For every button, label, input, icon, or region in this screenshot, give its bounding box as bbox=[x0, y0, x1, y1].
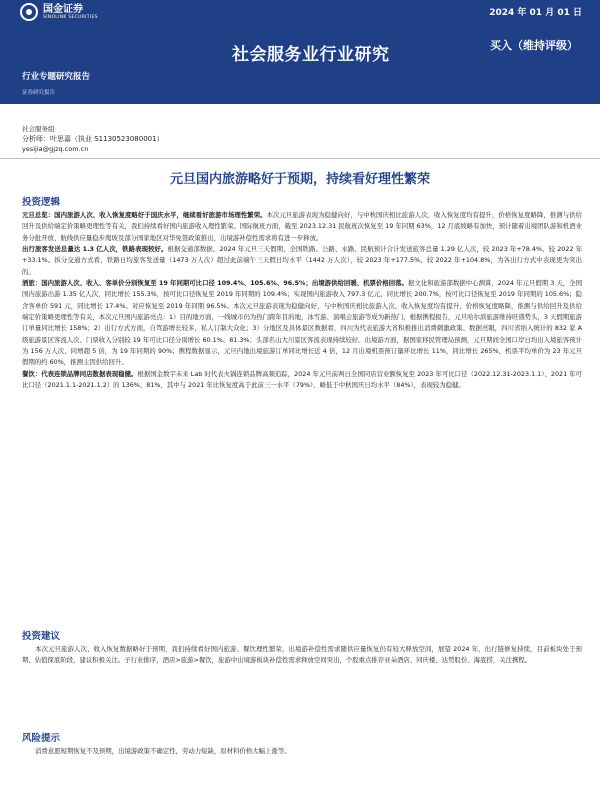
section-heading-logic: 投资逻辑 bbox=[22, 197, 61, 208]
section-heading-risk: 风险提示 bbox=[22, 733, 61, 744]
paragraph-body: 根据交通部数据，2024 年元旦三天假期，全国铁路、公路、水路、民航预计合计发送旅客总量 1.29 亿人次，较 2023 年+78.4%、较 2022 年+33.1%。拆分交通方式看，铁路日均旅客发送量（1473 万人次）超过此前端午三天假日均水平（1442 万人次），较 2023 年+177.5%、较 2022 年+104.8%，为各出行方式中表现更为突出的。 bbox=[22, 245, 582, 276]
report-category: 证券研究报告 bbox=[22, 90, 56, 96]
paragraph-catering bbox=[22, 369, 582, 392]
investment-advice-section bbox=[22, 628, 582, 667]
logo-name-cn: 国金证券 bbox=[43, 3, 83, 15]
analyst-email[interactable]: yesijia@gjzq.com.cn bbox=[22, 145, 89, 153]
rating-badge: 买入（维持评级） bbox=[490, 39, 578, 52]
logo-name-en: SINOLINK SECURITIES bbox=[43, 14, 98, 20]
paragraph-advice: 本次元旦旅游人次、收入恢复数据略好于预期，我们持续看好国内旅游、餐饮理性繁荣，出境游补偿性需求随供应量恢复仍有较大释放空间，展望 2024 年，出行链修复持续，目前板块处于预期、估值探底阶段，建议积极关注。子行业排序，酒店>旅游>餐饮，旅游中出境游板块补偿性需求释放空间突出，个股重点推荐亚朵酒店、同庆楼、达势股份、海底捞，关注携程。 bbox=[22, 645, 582, 665]
analyst-info bbox=[22, 124, 164, 154]
paragraph-lead: 出行旅客发送总量达 1.3 亿人次，铁路表现较好。 bbox=[22, 245, 168, 254]
investment-logic-section bbox=[22, 194, 582, 392]
report-type: 行业专题研究报告 bbox=[22, 72, 91, 82]
paragraph-lead: 餐饮：代表连锁品牌同店数据表现稳健。 bbox=[22, 369, 138, 378]
risk-section bbox=[22, 730, 582, 757]
paragraph-body: 本次元旦旅游表现为稳健向好，与中秋国庆相比旅游人次、收入恢复度均有提升，价格恢复度略降，推测与供给回升及供给端定价策略更理性等有关，我们持续看好国内旅游收入理性繁荣。国际航班方面，截至 2023.12.31 民航班次恢复至 19 年同期 63%，12 月底坡略有加快，预计随着出境团队游和机酒业务分批开放、航线供应量稳步爬坡及部分国家地区对华免签政策推出，出境游补偿性需求将有进一步释放。 bbox=[22, 211, 583, 242]
paragraph-body: 据文化和旅游部数据中心测算，2024 年元旦假期 3 天，全国国内旅游出游 1.35 亿人次，同比增长 155.3%，按可比口径恢复至 2019 年同期的 109.4%；实现国内旅游收入 797.3 亿元，同比增长 200.7%，按可比口径恢复至 2019 年同期的 105.6%；隐含客单价 591 元，同比增长 17.4%。对应恢复至 2019 年同期 96.5%。本次元旦旅游表现为稳健向好，与中秋国庆相比旅游人次、收入恢复度均有提升，价格恢复度略降，推测与供给回升及供给端定价策略更理性等有关，本次元旦国内旅游亮点：1）目的地方面，一线城市仍为热门跨年目的地，冰雪游、演唱会旅游等成为新热门，根据携程报告，元旦哈尔滨旅游维持旺盛势头，3 天假期旅游订单量同比增长 158%；2）出行方式方面，自驾游增长较多，私人订制大众化；3）分地区及具体景区数据看，四川为代表旅游大省积极推出消费刺激政策、数据亮眼，四川省纳入统计的 832 家 A 级旅游景区客流人次、门票收入分别较 19 年可比口径分别增长 60.1%、81.3%；头部名山大川景区客流表现持续较好。出境游方面，据国家移民管理局预测，元旦期间全国口岸日均出入境旅客预计为 156 万人次，同增超 5 倍，为 19 年同期的 90%；携程数据显示，元旦内地出境旅游订单同比增长近 4 倍，12 月出境机票预订量环比增长 11%，同比增长 265%，机票平均单价为 23 年元旦假期的约 60%，推测主因供给回升。 bbox=[22, 279, 582, 367]
paragraph-hotel-travel bbox=[22, 278, 582, 369]
report-header-banner bbox=[0, 0, 600, 104]
report-date: 2024 年 01 月 01 日 bbox=[489, 8, 582, 18]
company-logo bbox=[20, 3, 98, 21]
analyst-group: 社会服务组 bbox=[22, 125, 55, 133]
logo-circle-icon bbox=[20, 3, 38, 21]
paragraph-lead: 酒旅：国内旅游人次、收入、客单价分别恢复至 19 年同期可比口径 109.4%、105.6%、96.5%；出境游供给回暖、机票价格回落。 bbox=[22, 279, 409, 288]
paragraph-body: 根据国金数字未来 Lab 时代表火锅连锁品牌高频追踪，2024 年元旦前两日全国同店营业额恢复至 2023 年可比口径（2022.12.31-2023.1.1）、2021 年可比口径（2021.1.1-2021.1.2）的 136%、81%，其中与 2021 年比恢复度高于此前三一水平（79%）、略低于中秋国庆日均水平（84%），表现较为稳健。 bbox=[22, 369, 582, 390]
analyst-name: 分析师：叶思嘉（执业 S1130523080001） bbox=[22, 135, 164, 143]
paragraph-transport bbox=[22, 244, 582, 278]
header-divider bbox=[0, 158, 600, 159]
paragraph-lead: 元旦总览：国内旅游人次、收入恢复度略好于国庆水平，继续看好旅游市场理性繁荣。 bbox=[22, 211, 267, 219]
paragraph-overview bbox=[22, 210, 582, 244]
industry-title: 社会服务业行业研究 bbox=[232, 45, 390, 65]
section-heading-advice: 投资建议 bbox=[22, 631, 61, 642]
paragraph-risk: 消费意愿短期恢复不及预期，出境游政策不确定性，劳动力短缺，原材料价格大幅上涨等。 bbox=[35, 747, 291, 755]
report-main-title: 元旦国内旅游略好于预期，持续看好理性繁荣 bbox=[169, 172, 430, 187]
